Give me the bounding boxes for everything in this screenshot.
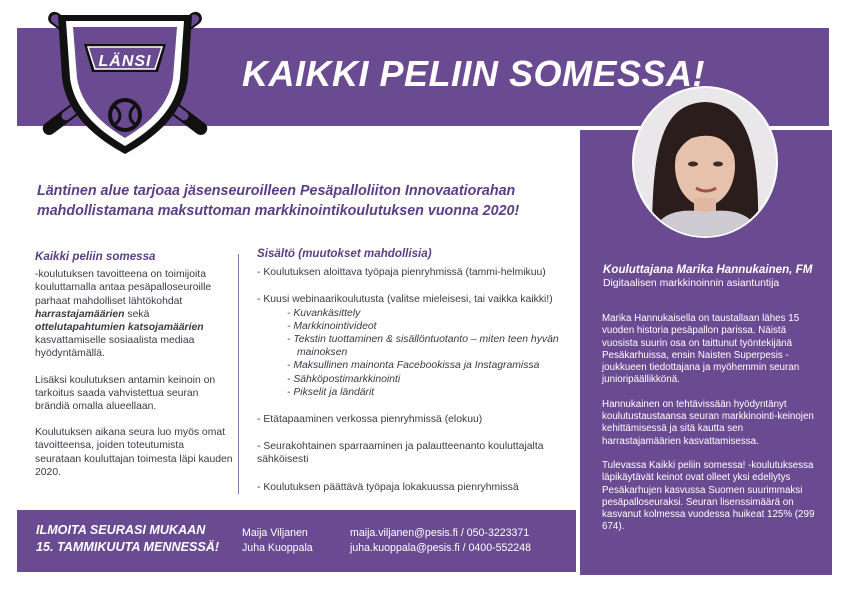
content-item-1: - Koulutuksen aloittava työpaja pienryhmissä (tammi-helmikuu) bbox=[257, 267, 546, 279]
trainer-bio-1: Marika Hannukaisella on taustallaan lähes 15 vuoden historia pesäpallon parissa. Näistä vuosista suurin osa on taittunut työntekijänä Pesäkarhuissa, ensin Naisten Superpesis -joukkueen tiedottajana ja myöhemmin seuran junioripäällikkönä. bbox=[602, 313, 800, 386]
content-item-2-label: - Kuusi webinaarikoulutusta (valitse mieleisesi, tai vaikka kaikki!) bbox=[257, 294, 553, 306]
content-item-2 bbox=[257, 293, 575, 399]
content-item-5: - Koulutuksen päättävä työpaja lokakuussa pienryhmissä bbox=[257, 481, 519, 493]
webinar-item: - Sähköpostimarkkinointi bbox=[287, 373, 401, 385]
left-p1-a: -koulutuksen tavoitteena on toimijoita kouluttamalla antaa pesäpalloseuroille parhaat mahdolliset lähtökohdat bbox=[35, 269, 212, 307]
contact-info bbox=[350, 526, 531, 556]
contact-name: Maija Viljanen bbox=[242, 527, 308, 539]
cta-line-1: ILMOITA SEURASI MUKAAN bbox=[36, 523, 206, 537]
page-title: KAIKKI PELIIN SOMESSA! bbox=[242, 53, 706, 94]
contact-email-phone[interactable]: maija.viljanen@pesis.fi / 050-3223371 bbox=[350, 527, 530, 539]
content-column bbox=[257, 247, 575, 508]
left-p1-d: ottelutapahtumien katsojamäärien bbox=[35, 322, 204, 334]
left-heading: Kaikki peliin somessa bbox=[35, 250, 156, 263]
contact-name: Juha Kuoppala bbox=[242, 542, 313, 554]
contact-email-phone[interactable]: juha.kuoppala@pesis.fi / 0400-552248 bbox=[350, 542, 531, 554]
trainer-name: Kouluttajana Marika Hannukainen, FM bbox=[603, 263, 813, 276]
intro-line-1: Läntinen alue tarjoaa jäsenseuroilleen Pesäpalloliiton Innovaatiorahan bbox=[37, 183, 516, 199]
logo-text: LÄNSI bbox=[98, 53, 152, 70]
trainer-bio-3: Tulevassa Kaikki peliin somessa! -koulutuksessa läpikäytävät keinot ovat olleet yksi edellytys Pesäkarhujen kasvussa Suomen suurimmaksi pesäpalloseuraksi. Seuran lisenssimäärä on kasvanut kolmessa vuodessa huikeat 125% (299 674). bbox=[602, 459, 815, 533]
column-divider bbox=[238, 254, 239, 494]
webinar-list bbox=[257, 307, 575, 399]
intro-text bbox=[37, 181, 557, 221]
trainer-bio-2: Hannukainen on tehtävissään hyödyntänyt koulutustaustaansa seuran markkinointi-keinojen kehittämisessä ja sitä kautta sen harrastajamäärien kasvattamisessa. bbox=[602, 398, 814, 447]
webinar-item: - Tekstin tuottaminen & sisällöntuotanto – miten teen hyvän mainoksen bbox=[287, 334, 559, 359]
trainer-bio bbox=[602, 313, 824, 546]
trainer-title: Digitaalisen markkinoinnin asiantuntija bbox=[603, 278, 780, 289]
left-p1-c: sekä bbox=[127, 308, 150, 320]
lansi-logo bbox=[26, 8, 224, 156]
left-paragraph-1 bbox=[35, 268, 233, 360]
left-paragraph-2: Lisäksi koulutuksen antamin keinoin on tarkoitus saada vahvistettua seuran brändiä omalla alueellaan. bbox=[35, 374, 216, 413]
content-heading: Sisältö (muutokset mahdollisia) bbox=[257, 247, 432, 260]
content-item-4: - Seurakohtainen sparraaminen ja palautteenanto kouluttajalta sähköisesti bbox=[257, 441, 544, 466]
intro-line-2: mahdollistamana maksuttoman markkinointikoulutuksen vuonna 2020! bbox=[37, 203, 520, 219]
webinar-item: - Markkinointivideot bbox=[287, 320, 377, 332]
trainer-photo bbox=[632, 86, 778, 238]
cta-line-2: 15. TAMMIKUUTA MENNESSÄ! bbox=[36, 540, 220, 554]
webinar-item: - Kuvankäsittely bbox=[287, 307, 361, 319]
left-paragraph-3: Koulutuksen aikana seura luo myös omat tavoitteensa, joiden toteutumista seurataan kouluttajan toimesta läpi kauden 2020. bbox=[35, 427, 233, 478]
content-item-3: - Etätapaaminen verkossa pienryhmissä (elokuu) bbox=[257, 414, 483, 426]
webinar-item: - Pikselit ja ländärit bbox=[287, 386, 375, 398]
webinar-item: - Maksullinen mainonta Facebookissa ja Instagramissa bbox=[287, 360, 540, 372]
contact-names bbox=[242, 526, 313, 556]
signup-cta bbox=[36, 522, 219, 556]
left-p1-b: harrastajamäärien bbox=[35, 308, 125, 320]
left-p1-e: kasvattamiselle sosiaalista mediaa hyödyntämällä. bbox=[35, 335, 195, 360]
ball-icon bbox=[108, 98, 142, 132]
left-column bbox=[35, 250, 233, 492]
